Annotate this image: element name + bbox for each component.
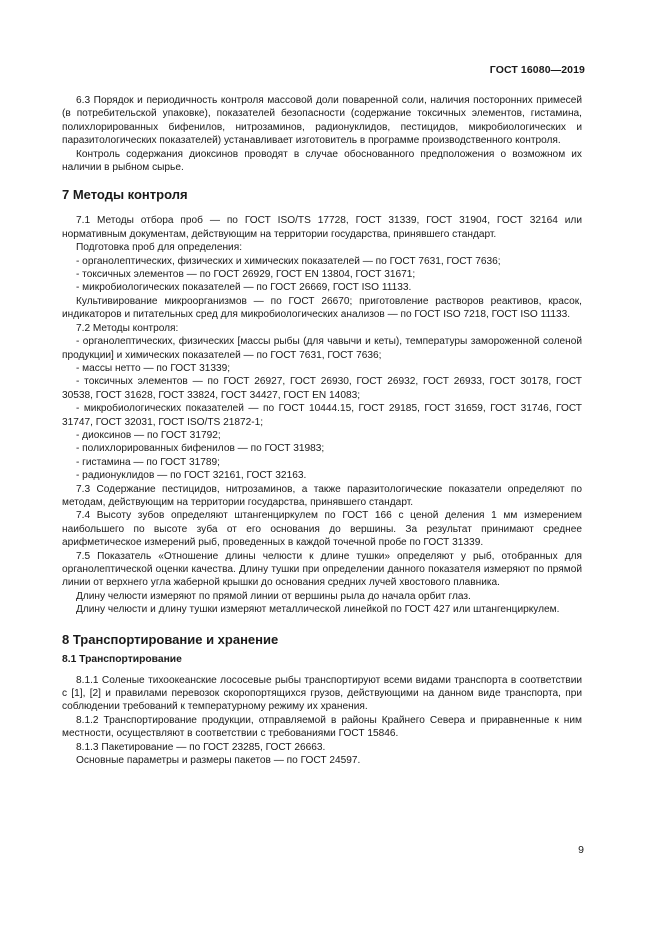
list-item: - массы нетто — по ГОСТ 31339; <box>76 362 231 374</box>
paragraph: 6.3 Порядок и периодичность контроля массовой доли поваренной соли, наличия посторонних примесей (в потребительской упаковке), показателей безопасности (содержание токсичных элементов, гистамина, полихлорированных бифенилов, нитрозаминов, радионуклидов, пестицидов, микробиологических и паразитологических показателей) устанавливает изготовитель в программе производственного контроля. <box>62 95 582 147</box>
subsection-heading: 8.1 Транспортирование <box>62 653 182 665</box>
paragraph: 8.1.2 Транспортирование продукции, отправляемой в районы Крайнего Севера и приравненные к ним местности, осуществляют в соответствии с требованиями ГОСТ 15846. <box>62 714 582 740</box>
paragraph: Подготовка проб для определения: <box>76 242 243 254</box>
page-number: 9 <box>578 844 584 856</box>
page-content <box>62 94 582 767</box>
paragraph: 8.1.3 Пакетирование — по ГОСТ 23285, ГОСТ 26663. <box>76 741 326 753</box>
paragraph: 7.4 Высоту зубов определяют штангенциркулем по ГОСТ 166 с ценой деления 1 мм измерением наибольшего по высоте зуба от его основания до вершины. За результат принимают среднее арифметическое измерений рыб, проведенных в каждой точечной пробе по ГОСТ 31339. <box>62 510 582 549</box>
paragraph: Длину челюсти и длину тушки измеряют металлической линейкой по ГОСТ 427 или штангенциркулем. <box>76 604 560 616</box>
paragraph: Контроль содержания диоксинов проводят в случае обоснованного предположения о возможном их наличии в рыбном сырье. <box>62 148 582 174</box>
list-item: - токсичных элементов — по ГОСТ 26927, ГОСТ 26930, ГОСТ 26932, ГОСТ 26933, ГОСТ 30178, ГОСТ 30538, ГОСТ 31628, ГОСТ 33824, ГОСТ 34427, ГОСТ EN 14083; <box>62 376 582 401</box>
list-item: - диоксинов — по ГОСТ 31792; <box>76 429 221 441</box>
paragraph: Длину челюсти измеряют по прямой линии от вершины рыла до начала орбит глаз. <box>76 590 471 602</box>
list-item: - токсичных элементов — по ГОСТ 26929, ГОСТ EN 13804, ГОСТ 31671; <box>76 269 416 281</box>
list-item: - органолептических, физических [массы рыбы (для чавычи и кеты), температуры замороженной соленой продукции] и химических показателей — по ГОСТ 7631, ГОСТ 7636; <box>62 336 582 361</box>
paragraph: 7.3 Содержание пестицидов, нитрозаминов, а также паразитологические показатели определяют по методам, действующим на территории государства, принявшего стандарт. <box>62 483 582 508</box>
list-item: - микробиологических показателей — по ГОСТ 10444.15, ГОСТ 29185, ГОСТ 31659, ГОСТ 31746, ГОСТ 31747, ГОСТ 32031, ГОСТ ISO/TS 21872-1; <box>62 403 582 428</box>
standard-number: ГОСТ 16080—2019 <box>489 64 585 76</box>
list-item: - радионуклидов — по ГОСТ 32161, ГОСТ 32163. <box>76 470 307 482</box>
paragraph: 8.1.1 Соленые тихоокеанские лососевые рыбы транспортируют всеми видами транспорта в соответствии с [1], [2] и правилами перевозок скоропортящихся грузов, действующими на данном виде транспорта, при соблюдении требований к температурному режиму их хранения. <box>62 674 582 713</box>
list-item: - органолептических, физических и химических показателей — по ГОСТ 7631, ГОСТ 7636; <box>76 255 501 267</box>
section-heading: 7 Методы контроля <box>62 187 188 203</box>
list-item: - микробиологических показателей — по ГОСТ 26669, ГОСТ ISO 11133. <box>76 282 412 294</box>
paragraph: Основные параметры и размеры пакетов — по ГОСТ 24597. <box>76 755 361 767</box>
list-item: - гистамина — по ГОСТ 31789; <box>76 456 220 468</box>
paragraph: 7.2 Методы контроля: <box>76 322 179 334</box>
paragraph: 7.1 Методы отбора проб — по ГОСТ ISO/TS 17728, ГОСТ 31339, ГОСТ 31904, ГОСТ 32164 или нормативным документам, действующим на территории государства, принявшего стандарт. <box>62 215 582 240</box>
section-heading: 8 Транспортирование и хранение <box>62 631 279 647</box>
paragraph: Культивирование микроорганизмов — по ГОСТ 26670; приготовление растворов реактивов, красок, индикаторов и питательных сред для микробиологических анализов — по ГОСТ ISO 7218, ГОСТ ISO 11133. <box>62 295 582 321</box>
paragraph: 7.5 Показатель «Отношение длины челюсти к длине тушки» определяют у рыб, отобранных для органолептической оценки качества. Длину тушки при определении данного показателя измеряют по прямой линии от верхнего угла жаберной крышки до основания средних лучей хвостового плавника. <box>62 550 582 589</box>
list-item: - полихлорированных бифенилов — по ГОСТ 31983; <box>76 443 325 455</box>
